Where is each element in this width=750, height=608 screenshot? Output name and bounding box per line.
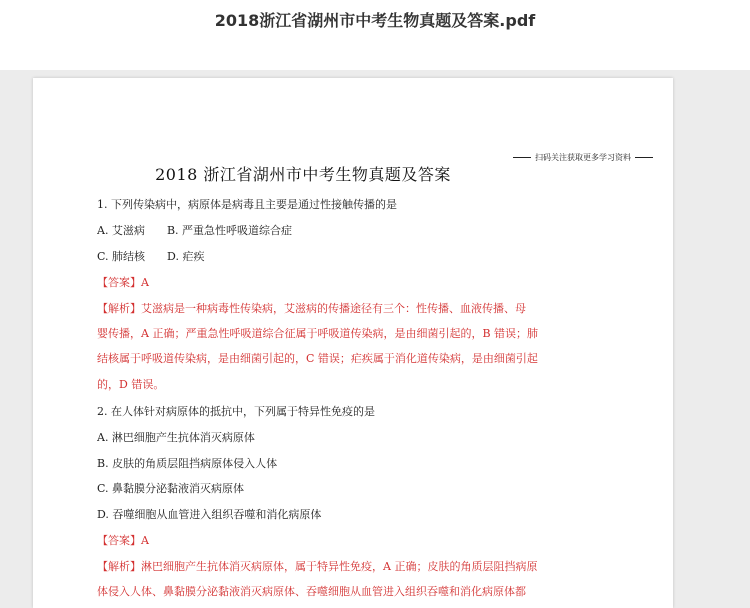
q2-analysis-line: 【解析】淋巴细胞产生抗体消灭病原体，属于特异性免疫，A 正确；皮肤的角质层阻挡病原 — [97, 560, 538, 573]
document-title: 2018 浙江省湖州市中考生物真题及答案 — [155, 165, 451, 184]
q1-option-a: A. 艾滋病 — [97, 224, 145, 237]
viewer-toolbar — [0, 0, 750, 70]
header-note-text: 扫码关注获取更多学习资料 — [535, 153, 631, 162]
q1-answer: 【答案】A — [97, 276, 149, 289]
q1-option-d: D. 疟疾 — [167, 250, 205, 263]
q1-analysis-line: 婴传播，A 正确；严重急性呼吸道综合征属于呼吸道传染病，是由细菌引起的，B 错误；肺 — [97, 327, 539, 340]
q2-answer: 【答案】A — [97, 534, 149, 547]
file-title: 2018浙江省湖州市中考生物真题及答案.pdf — [214, 11, 536, 30]
q1-analysis-line: 【解析】艾滋病是一种病毒性传染病，艾滋病的传播途径有三个：性传播、血液传播、母 — [97, 302, 526, 315]
q1-analysis-line: 的，D 错误。 — [97, 378, 165, 391]
q1-option-c: C. 肺结核 — [97, 250, 146, 263]
question-2-stem: 2. 在人体针对病原体的抵抗中，下列属于特异性免疫的是 — [97, 405, 375, 418]
dash-right — [635, 157, 653, 158]
q2-option-a: A. 淋巴细胞产生抗体消灭病原体 — [97, 431, 255, 444]
q2-option-d: D. 吞噬细胞从血管进入组织吞噬和消化病原体 — [97, 508, 322, 521]
q2-analysis-line: 体侵入人体、鼻黏膜分泌黏液消灭病原体、吞噬细胞从血管进入组织吞噬和消化病原体都 — [97, 585, 526, 598]
q1-option-b: B. 严重急性呼吸道综合症 — [166, 224, 293, 237]
question-1-options-ab — [97, 222, 557, 238]
q2-option-b: B. 皮肤的角质层阻挡病原体侵入人体 — [97, 457, 278, 470]
question-1-stem: 1. 下列传染病中，病原体是病毒且主要是通过性接触传播的是 — [97, 198, 397, 211]
question-1-options-cd — [97, 248, 557, 264]
q2-option-c: C. 鼻黏膜分泌黏液消灭病原体 — [97, 482, 245, 495]
q1-analysis-line: 结核属于呼吸道传染病，是由细菌引起的，C 错误；疟疾属于消化道传染病，是由细菌引起 — [97, 352, 538, 365]
pdf-page — [33, 78, 673, 608]
dash-left — [513, 157, 531, 158]
